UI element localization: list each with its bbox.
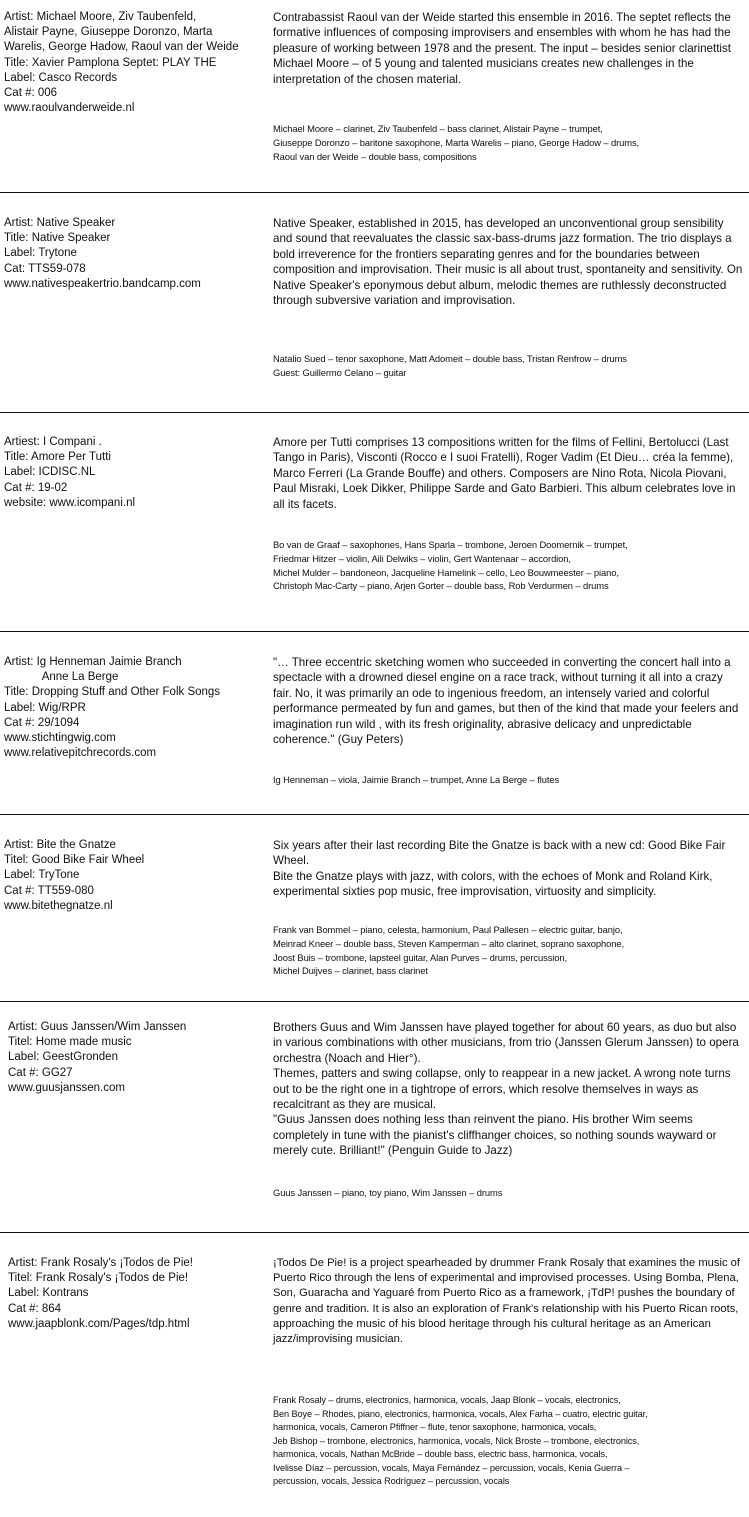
release-description (273, 216, 743, 308)
description-paragraph: Six years after their last recording Bite the Gnatze is back with a new cd: Good Bike Fair Wheel. (273, 839, 726, 868)
musician-credits (273, 923, 743, 978)
description-paragraph: Bite the Gnatze plays with jazz, with colors, with the echoes of Monk and Roland Kirk, experimental sixties pop music, free improvisation, virtuosity and simplicity. (273, 869, 713, 899)
meta-line: Title: Dropping Stuff and Other Folk Songs (4, 686, 221, 699)
description-paragraph: "Guus Janssen does nothing less than reinvent the piano. His brother Wim seems completely in tune with the pianist's cliffhanger choices, so nothing sounds wayward or merely cute. Brilliant!" (Penguin Guide to Jazz) (273, 1113, 717, 1158)
credit-line: Frank van Bommel – piano, celesta, harmonium, Paul Pallesen – electric guitar, banjo, (273, 924, 623, 935)
release-meta (4, 838, 272, 914)
credit-line: Michael Moore – clarinet, Ziv Taubenfeld – bass clarinet, Alistair Payne – trumpet, (273, 123, 603, 134)
meta-line: Artiest: I Compani . (4, 436, 102, 448)
musician-credits (273, 352, 743, 380)
credit-line: Raoul van der Weide – double bass, compositions (273, 150, 477, 162)
meta-line: Warelis, George Hadow, Raoul van der Weide (4, 41, 239, 54)
credit-line: percussion, vocals, Jessica Rodríguez – percussion, vocals (273, 1476, 510, 1486)
section-divider (0, 814, 749, 815)
musician-credits (273, 122, 743, 163)
credit-line: Friedmar Hitzer – violin, Aili Delwiks – violin, Gert Wantenaar – accordion, (273, 552, 571, 564)
release-description (273, 838, 743, 900)
credit-line: Meinrad Kneer – double bass, Steven Kamperman – alto clarinet, soprano saxophone, (273, 937, 624, 949)
credit-line: Christoph Mac-Carty – piano, Arjen Gorter – double bass, Rob Verdurmen – drums (273, 580, 609, 592)
section-divider (0, 192, 749, 193)
release-description (273, 655, 743, 747)
section-divider (0, 1001, 749, 1002)
meta-line: Cat #: 864 (8, 1302, 62, 1315)
website-link[interactable]: www.relativepitchrecords.com (4, 747, 157, 760)
credit-line: Joost Buis – trombone, lapsteel guitar, Alan Purves – drums, percussion, (273, 951, 567, 963)
credit-line: Michel Mulder – bandoneon, Jacqueline Hamelink – cello, Leo Bouwmeester – piano, (273, 566, 619, 578)
description-paragraph: Native Speaker, established in 2015, has developed an unconventional group sensibility and sound that reevaluates the classic sax-bass-drums jazz formation. The trio displays a bold irreverence for the frontiers separating genres and for the boundaries between composition and improvisation. Their music is all about trust, spontaneity and sensitivity. On Native Speaker's eponymous debut album, melodic themes are ruthlessly deconstructed through subversive variation and improvisation. (273, 217, 743, 308)
section-divider (0, 1232, 749, 1233)
meta-line: Cat #: 19-02 (4, 481, 68, 494)
release-description (273, 435, 743, 512)
credit-line: harmonica, vocals, Nathan McBride – double bass, electric bass, harmonica, vocals, (273, 1449, 608, 1459)
credit-line: Giuseppe Doronzo – baritone saxophone, Marta Warelis – piano, George Hadow – drums, (273, 136, 640, 148)
meta-line: Artist: Ig Henneman Jaimie Branch (4, 656, 182, 668)
description-paragraph: Amore per Tutti comprises 13 compositions written for the films of Fellini, Bertolucci (Last Tango in Paris), Visconti (Rocco e I suoi Fratelli), Roger Vadim (Et Dieu… créa la femme), Marco Ferreri (La Grande Bouffe) and others. Composers are Nino Rota, Nicola Piovani, Paul Misraki, Loek Dikker, Philippe Sarde and Gato Barbieri. This album celebrates love in all its facets. (273, 436, 736, 511)
meta-line: Artist: Frank Rosaly's ¡Todos de Pie! (8, 1257, 193, 1269)
release-description (273, 1020, 743, 1159)
meta-line: Cat #: GG27 (8, 1066, 73, 1079)
musician-credits (273, 1394, 743, 1489)
credit-line: Natalio Sued – tenor saxophone, Matt Adomeit – double bass, Tristan Renfrow – drums (273, 353, 627, 364)
credit-line: Jeb Bishop – trombone, electronics, harmonica, vocals, Nick Broste – trombone, electronics, (273, 1435, 640, 1446)
website-link[interactable]: www.bitethegnatze.nl (4, 899, 113, 912)
meta-line: Cat: TTS59-078 (4, 262, 86, 275)
website-link[interactable]: www.stichtingwig.com (4, 732, 116, 745)
description-paragraph: Themes, patters and swing collapse, only to reappear in a new jacket. A wrong note turns out to be the right one in a tightrope of errors, which resolve themselves in ways as recalcitrant as they are musical. (273, 1067, 731, 1112)
meta-line: Titel: Frank Rosaly's ¡Todos de Pie! (8, 1272, 189, 1285)
meta-line: Label: TryTone (4, 869, 80, 882)
musician-credits (273, 773, 743, 787)
meta-line: Titel: Good Bike Fair Wheel (4, 854, 145, 867)
description-paragraph: Brothers Guus and Wim Janssen have played together for about 60 years, as duo but also in various combinations with other musicians, from trio (Janssen Glerum Janssen) to opera orchestra (Noach and Hier°). (273, 1021, 739, 1065)
release-description (273, 1256, 743, 1347)
release-meta (4, 655, 272, 761)
release-meta (8, 1256, 276, 1332)
meta-line: Label: Wig/RPR (4, 701, 86, 714)
website-link[interactable]: www.raoulvanderweide.nl (4, 102, 135, 115)
meta-line: Cat #: 29/1094 (4, 716, 80, 729)
section-divider (0, 631, 749, 632)
description-paragraph: ¡Todos De Pie! is a project spearheaded by drummer Frank Rosaly that examines the music of Puerto Rico through the lens of experimental and improvised processes. Using Bomba, Plena, Son, Guaracha and Yaguaré from Puerto Rico as a framework, ¡TdP! pushes the boundary of genre and tradition. It is also an exploration of Frank's relationship with his Puerto Rican roots, approaching the music of his blood heritage through his cultural heritage as an American jazz/improvising musician. (273, 1257, 740, 1346)
meta-line: Cat #: TT559-080 (4, 884, 94, 897)
meta-line: Artist: Native Speaker (4, 217, 116, 229)
musician-credits (273, 1186, 743, 1200)
musician-credits (273, 538, 743, 593)
release-meta (8, 1020, 276, 1096)
credit-line: Ig Henneman – viola, Jaimie Branch – trumpet, Anne La Berge – flutes (273, 774, 560, 785)
credit-line: harmonica, vocals, Cameron Pfiffner – flute, tenor saxophone, harmonica, vocals, (273, 1422, 597, 1432)
meta-line: Title: Amore Per Tutti (4, 451, 111, 464)
release-meta (4, 10, 272, 116)
meta-line: Label: Trytone (4, 247, 77, 260)
website-link[interactable]: www.jaapblonk.com/Pages/tdp.html (8, 1317, 190, 1330)
release-meta (4, 435, 272, 511)
meta-line: Title: Native Speaker (4, 232, 111, 245)
meta-line: Label: ICDISC.NL (4, 466, 96, 479)
description-paragraph: Contrabassist Raoul van der Weide started this ensemble in 2016. The septet reflects the formative influences of composing improvisers and ensembles with whom he has had the pleasure of working between 1978 and the present. The input – besides senior clarinettist Michael Moore – of 5 young and talented musicians creates new challenges in the interpretation of the chosen material. (273, 11, 732, 86)
meta-line: Anne La Berge (4, 671, 119, 684)
credit-line: Bo van de Graaf – saxophones, Hans Sparla – trombone, Jeroen Doomernik – trumpet, (273, 539, 628, 550)
website-link[interactable]: website: www.icompani.nl (4, 496, 136, 509)
meta-line: Label: Casco Records (4, 71, 118, 84)
meta-line: Title: Xavier Pamplona Septet: PLAY THE (4, 56, 217, 69)
credit-line: Guus Janssen – piano, toy piano, Wim Janssen – drums (273, 1187, 503, 1198)
section-divider (0, 412, 749, 413)
meta-line: Titel: Home made music (8, 1036, 132, 1049)
website-link[interactable]: www.nativespeakertrio.bandcamp.com (4, 277, 201, 290)
meta-line: Artist: Michael Moore, Ziv Taubenfeld, (4, 11, 197, 23)
credit-line: Frank Rosaly – drums, electronics, harmonica, vocals, Jaap Blonk – vocals, electronics, (273, 1395, 621, 1405)
meta-line: Label: Kontrans (8, 1287, 89, 1300)
meta-line: Cat #: 006 (4, 87, 58, 100)
meta-line: Label: GeestGronden (8, 1051, 118, 1064)
credit-line: Michel Duijves – clarinet, bass clarinet (273, 965, 428, 977)
release-meta (4, 216, 272, 292)
credit-line: Ben Boye – Rhodes, piano, electronics, harmonica, vocals, Alex Farha – cuatro, electric guitar, (273, 1408, 648, 1419)
credit-line: Ivelisse Díaz – percussion, vocals, Maya Fernández – percussion, vocals, Kenia Guerra – (273, 1462, 630, 1473)
credit-line: Guest: Guillermo Celano – guitar (273, 366, 407, 378)
website-link[interactable]: www.guusjanssen.com (8, 1081, 125, 1094)
release-description (273, 10, 743, 87)
meta-line: Artist: Guus Janssen/Wim Janssen (8, 1021, 187, 1033)
meta-line: Artist: Bite the Gnatze (4, 839, 116, 851)
description-paragraph: "… Three eccentric sketching women who succeeded in converting the concert hall into a spectacle with a drowned diesel engine on a race track, without turning it all into a crazy fair. No, it was primarily an ode to ingenious freedom, an intensely varied and colorful performance permeated by fun and games, but then of the kind that made your feelers and imagination run wild , with its fresh originality, abrasive delicacy and unpredictable coherence." (Guy Peters) (273, 656, 739, 747)
meta-line: Alistair Payne, Giuseppe Doronzo, Marta (4, 26, 213, 39)
